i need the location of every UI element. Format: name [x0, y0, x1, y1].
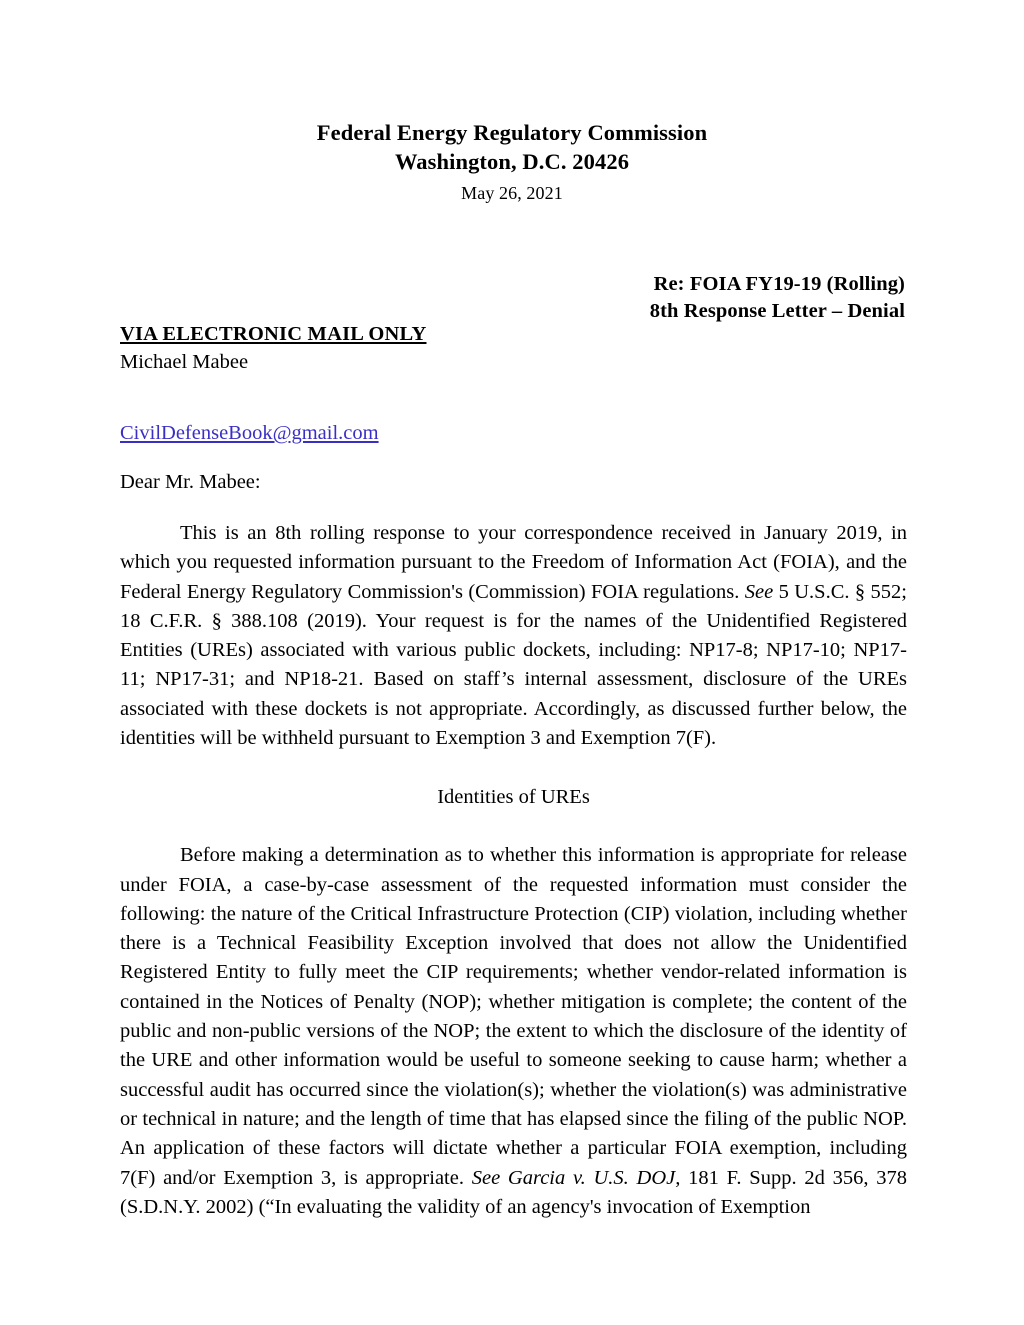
letterhead: [0, 118, 1024, 207]
paragraph-one-text-a: This is an 8th rolling response to your correspondence received in January 2019, in which you requested information pursuant to the Freedom of Information Act (FOIA), and the Federal Energy Regulatory Commission's (Commission) FOIA regulations.: [120, 522, 907, 603]
salutation: Dear Mr. Mabee:: [120, 471, 261, 493]
paragraph-two: [120, 841, 907, 1222]
citation-garcia-v-usdoj: See Garcia v. U.S. DOJ,: [471, 1166, 681, 1189]
reference-block: [650, 271, 905, 325]
recipient-email-line: [120, 420, 379, 447]
recipient-email-link[interactable]: CivilDefenseBook@gmail.com: [120, 422, 379, 444]
heading-spacer: [120, 812, 907, 841]
reference-line-type: 8th Response Letter – Denial: [649, 300, 905, 322]
paragraph-one: [120, 519, 907, 753]
reference-line-subject: Re: FOIA FY19-19 (Rolling): [653, 273, 905, 295]
paragraph-one-text-b: 5 U.S.C. § 552; 18 C.F.R. § 388.108 (2019). Your request is for the names of the Unidentified Registered Entities (UREs) associated with various public dockets, including: NP17-8; NP17-10; NP17-11; NP17-31; and NP18-21. Based on staff’s internal assessment, disclosure of the UREs associated with these dockets is not appropriate. Accordingly, as discussed further below, the identities will be withheld pursuant to Exemption 3 and Exemption 7(F).: [120, 580, 907, 750]
recipient-name: Michael Mabee: [120, 351, 249, 373]
recipient-block: [120, 321, 426, 376]
letter-body: [120, 519, 907, 1222]
organization-name: Federal Energy Regulatory Commission: [316, 120, 708, 145]
section-heading-identities: Identities of UREs: [437, 785, 590, 808]
paragraph-two-text-b: 181 F. Supp. 2d 356, 378 (S.D.N.Y. 2002) (“In evaluating the validity of an agency's invocation of Exemption: [120, 1166, 907, 1218]
organization-address: Washington, D.C. 20426: [394, 149, 630, 174]
paragraph-two-text-a: Before making a determination as to whether this information is appropriate for release under FOIA, a case-by-case assessment of the requested information must consider the following: the nature of the Critical Infrastructure Protection (CIP) violation, including whether there is a Technical Feasibility Exception involved that does not allow the Unidentified Registered Entity to fully meet the CIP requirements; whether vendor-related information is contained in the Notices of Penalty (NOP); whether mitigation is complete; the content of the public and non-public versions of the NOP; the extent to which the disclosure of the identity of the URE and other information would be useful to someone seeking to cause harm; whether a successful audit has occurred since the violation(s); whether the violation(s) was administrative or technical in nature; and the length of time that has elapsed since the filing of the public NOP. An application of these factors will dictate whether a particular FOIA exemption, including 7(F) and/or Exemption 3, is appropriate.: [120, 844, 907, 1189]
paragraph-spacer: [120, 753, 907, 782]
citation-see-1: See: [744, 580, 774, 603]
letter-date: May 26, 2021: [461, 183, 563, 203]
delivery-method-label: VIA ELECTRONIC MAIL ONLY: [120, 323, 427, 345]
